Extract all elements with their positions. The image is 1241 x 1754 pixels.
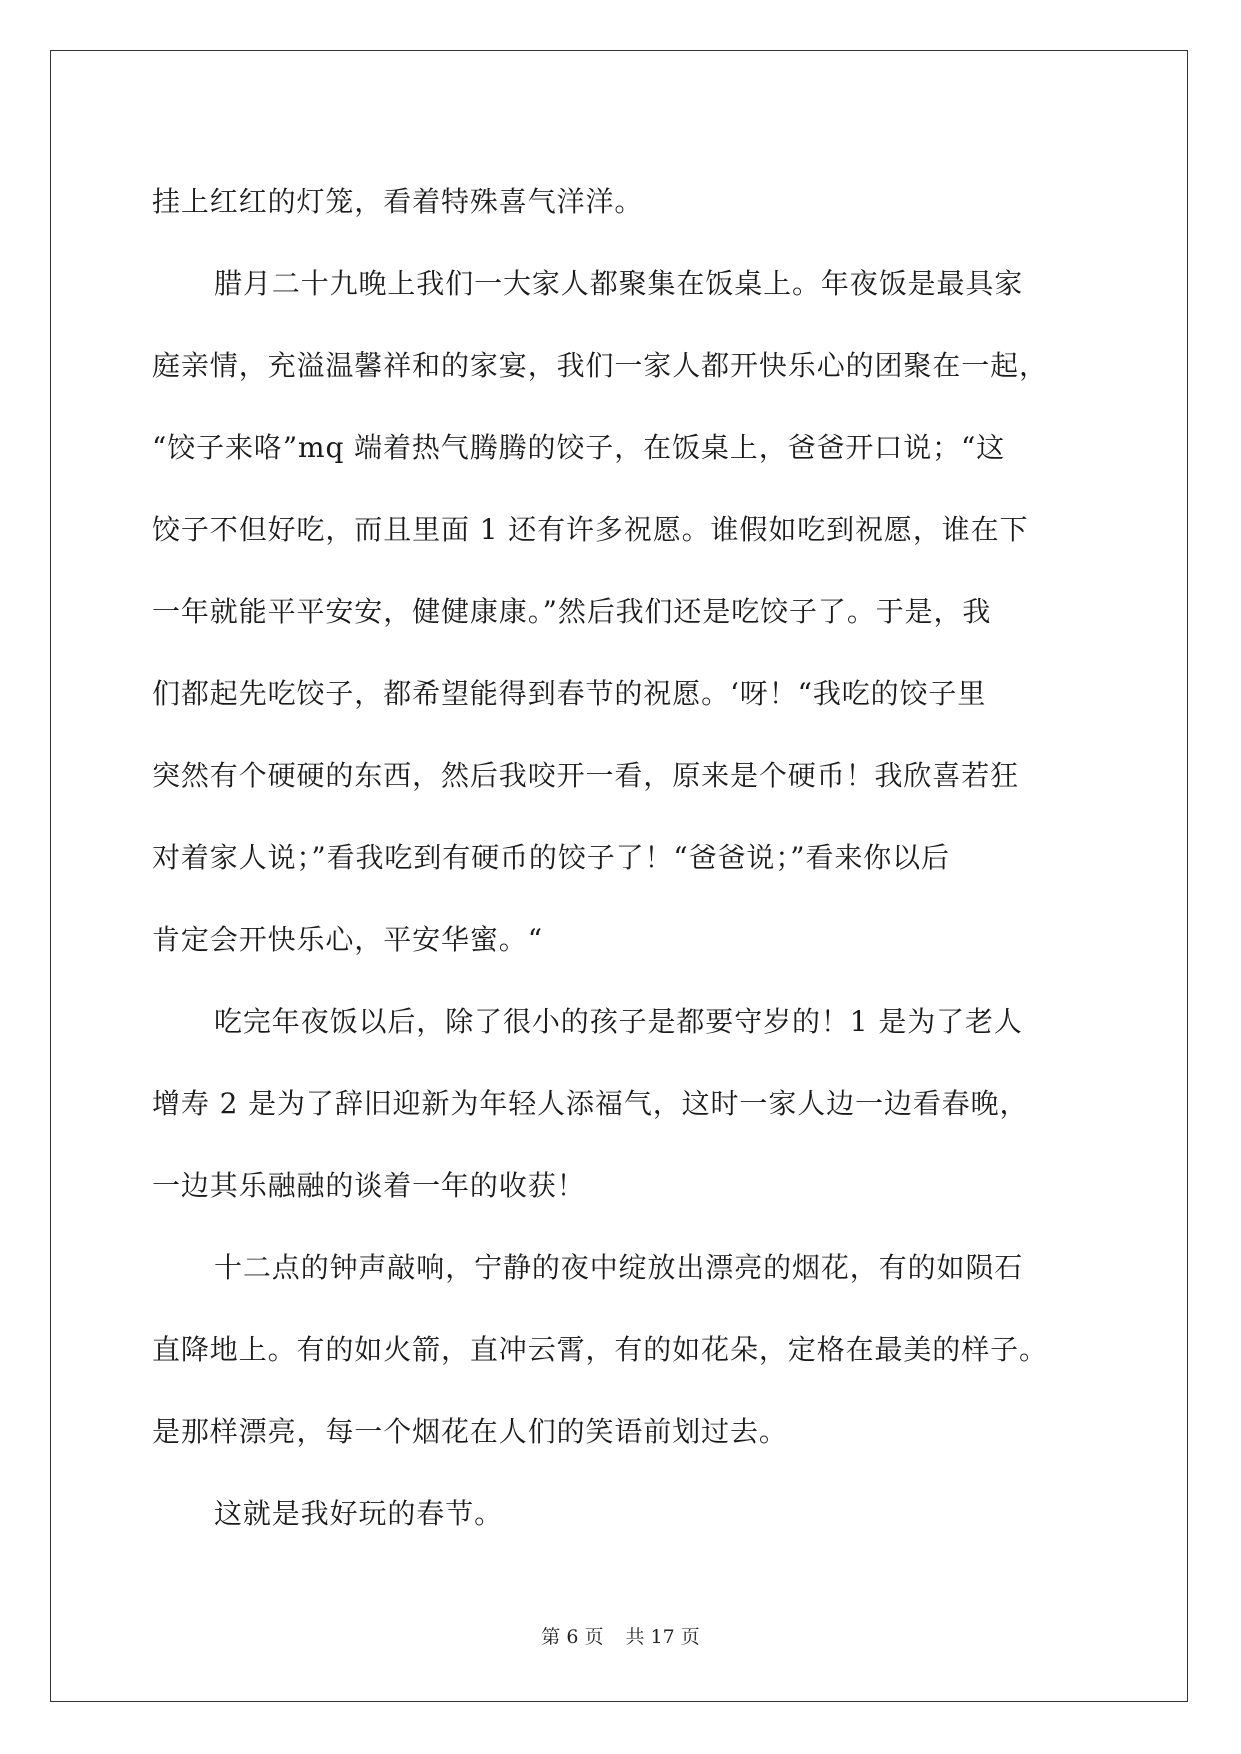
page-number: 第 6 页 — [541, 1626, 604, 1648]
page-footer — [0, 1622, 1241, 1649]
paragraph-start-line: 腊月二十九晚上我们一大家人都聚集在饭桌上。年夜饭是最具家 — [214, 267, 1024, 300]
text-line: 一边其乐融融的谈着一年的收获！ — [152, 1169, 586, 1202]
text-line: 们都起先吃饺子，都希望能得到春节的祝愿。‘呀！“我吃的饺子里 — [152, 677, 987, 710]
text-line: 增寿 2 是为了辞旧迎新为年轻人添福气，这时一家人边一边看春晚， — [152, 1087, 1029, 1120]
text-line: 肯定会开快乐心，平安华蜜。“ — [152, 923, 543, 956]
document-body — [152, 161, 1112, 1555]
text-line: 庭亲情，充溢温馨祥和的家宴，我们一家人都开快乐心的团聚在一起， — [152, 349, 1048, 382]
text-line: 是那样漂亮，每一个烟花在人们的笑语前划过去。 — [152, 1415, 788, 1448]
text-line: “饺子来咯”mq 端着热气腾腾的饺子，在饭桌上，爸爸开口说；“这 — [152, 431, 1006, 464]
text-line: 对着家人说；”看我吃到有硬币的饺子了！“爸爸说；”看来你以后 — [152, 841, 950, 874]
text-line: 直降地上。有的如火箭，直冲云霄，有的如花朵，定格在最美的样子。 — [152, 1333, 1048, 1366]
paragraph-start-line: 十二点的钟声敲响，宁静的夜中绽放出漂亮的烟花，有的如陨石 — [214, 1251, 1024, 1284]
paragraph-start-line: 吃完年夜饭以后，除了很小的孩子是都要守岁的！1 是为了老人 — [214, 1005, 1023, 1038]
text-line: 突然有个硬硬的东西，然后我咬开一看，原来是个硬币！我欣喜若狂 — [152, 759, 1020, 792]
text-line: 一年就能平平安安，健健康康。”然后我们还是吃饺子了。于是，我 — [152, 595, 992, 628]
page-total: 共 17 页 — [625, 1626, 700, 1648]
paragraph-start-line: 这就是我好玩的春节。 — [214, 1497, 504, 1530]
text-line: 挂上红红的灯笼，看着特殊喜气洋洋。 — [152, 185, 644, 218]
text-line: 饺子不但好吃，而且里面 1 还有许多祝愿。谁假如吃到祝愿，谁在下 — [152, 513, 1029, 546]
